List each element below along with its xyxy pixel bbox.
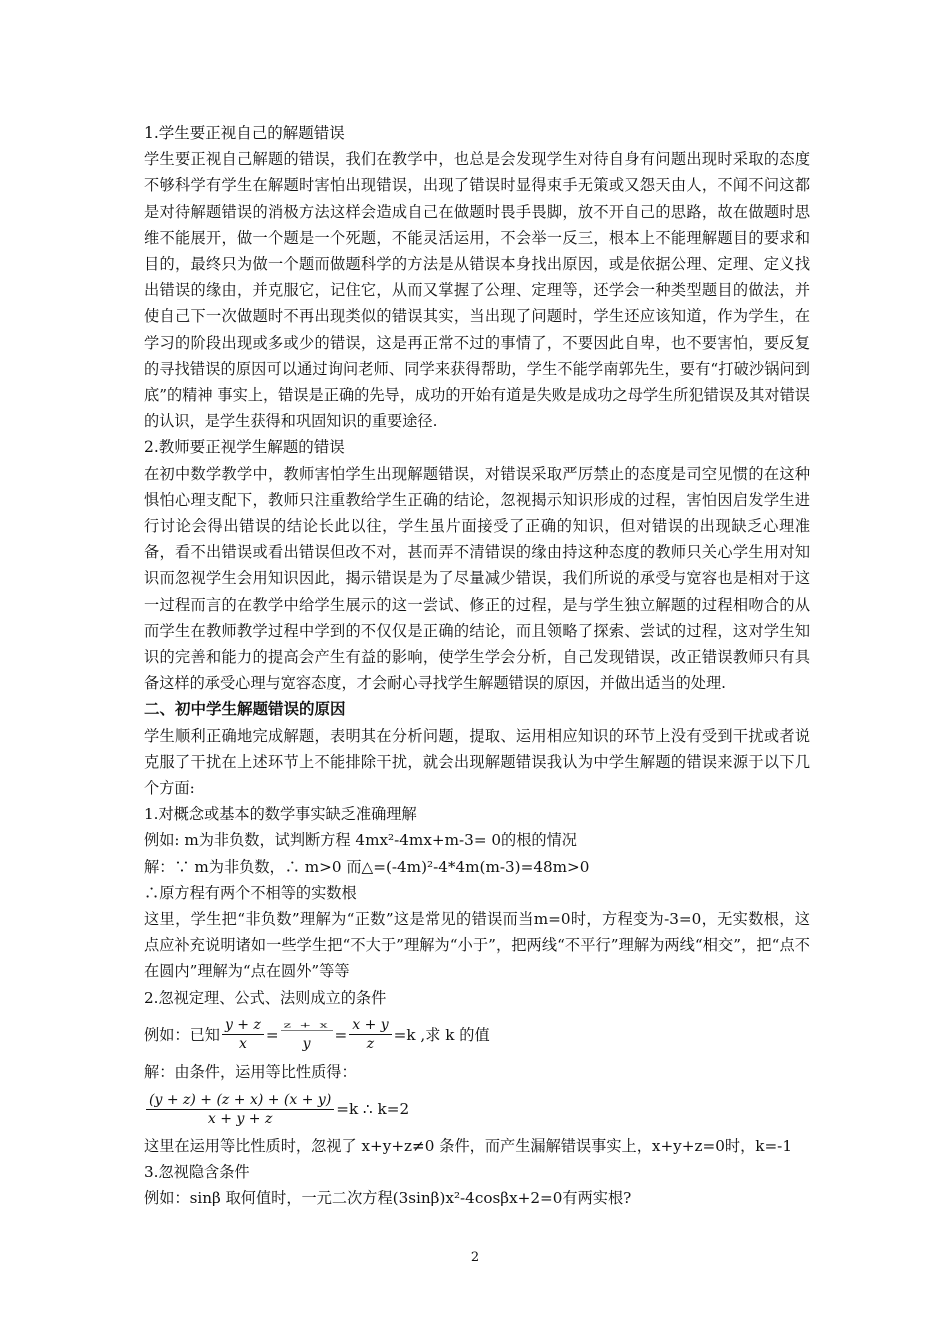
- big-fraction-denominator: x + y + z: [207, 1110, 273, 1127]
- section-paragraph-2: 在初中数学教学中，教师害怕学生出现解题错误，对错误采取严厉禁止的态度是司空见惯的在这种惧怕心理支配下，教师只注重教给学生正确的结论，忽视揭示知识形成的过程，害怕因启发学生进行讨论会得出错误的结论长此以往，学生虽片面接受了正确的知识，但对错误的出现缺乏心理准备，看不出错误或看出错误但改不对，甚而弄不清错误的缘由持这种态度的教师只关心学生用对知识而忽视学生会用知识因此，揭示错误是为了尽量减少错误，我们所说的承受与宽容也是相对于这一过程而言的在教学中给学生展示的这一尝试、修正的过程，是与学生独立解题的过程相吻合的从而学生在教师教学过程中学到的不仅仅是正确的结论，而且领略了探索、尝试的过程，这对学生知识的完善和能力的提高会产生有益的影响，使学生学会分析，自己发现错误，改正错误教师只有具备这样的承受心理与宽容态度，才会耐心寻找学生解题错误的原因，并做出适当的处理.: [144, 464, 810, 693]
- section-heading-1: 1.学生要正视自己的解题错误: [144, 124, 345, 142]
- fraction-2-numerator: z + x: [281, 1021, 333, 1031]
- fraction-1: [222, 1016, 264, 1053]
- item1-conclusion: ∴原方程有两个不相等的实数根: [144, 883, 357, 902]
- item2-example: [144, 1011, 810, 1059]
- big-fraction: [146, 1091, 334, 1128]
- section-heading-2: 2.教师要正视学生解题的错误: [144, 438, 345, 457]
- item1-solution: 解：∵ m为非负数，∴ m>0 而△=(-4m)²-4*4m(m-3)=48m>0: [144, 857, 590, 876]
- solution-suffix: =k ∴ k=2: [336, 1100, 410, 1119]
- equals-sign-2: =: [334, 1025, 348, 1044]
- item1-heading: 1.对概念或基本的数学事实缺乏准确理解: [144, 805, 417, 824]
- example-prefix: 例如：已知: [144, 1026, 220, 1045]
- part-heading: 二、初中学生解题错误的原因: [144, 700, 346, 719]
- fraction-2-denominator: y: [302, 1036, 311, 1053]
- fraction-1-denominator: x: [238, 1036, 247, 1053]
- page-number: 2: [470, 1250, 480, 1265]
- fraction-2: [281, 1016, 333, 1053]
- fraction-3-numerator: x + y: [349, 1016, 391, 1035]
- fraction-3: [349, 1016, 391, 1053]
- item1-comment: 这里，学生把“非负数”理解为“正数”这是常见的错误而当m=0时，方程变为-3=0，无实数根，这点应补充说明诸如一些学生把“不大于”理解为“小于”，把两线“不平行”理解为两线“相交”，把“点不在圆内”理解为“点在圆外”等等: [144, 910, 810, 981]
- document-body: [144, 120, 810, 1212]
- item2-solution-label: 解：由条件，运用等比性质得：: [144, 1062, 357, 1081]
- fraction-1-numerator: y + z: [222, 1016, 264, 1035]
- item2-heading: 2.忽视定理、公式、法则成立的条件: [144, 988, 387, 1007]
- item2-solution: [144, 1085, 810, 1133]
- equals-sign-1: =: [265, 1025, 279, 1044]
- section-paragraph-1: 学生要正视自己解题的错误，我们在教学中，也总是会发现学生对待自身有问题出现时采取的态度不够科学有学生在解题时害怕出现错误，出现了错误时显得束手无策或又怨天由人，不闻不问这都是对待解题错误的消极方法这样会造成自己在做题时畏手畏脚，放不开自己的思路，故在做题时思维不能展开，做一个题是一个死题，不能灵活运用，不会举一反三，根本上不能理解题目的要求和目的，最终只为做一个题而做题科学的方法是从错误本身找出原因，或是依据公理、定理、定义找出错误的缘由，并克服它，记住它，从而又掌握了公理、定理等，还学会一种类型题目的做法，并使自己下一次做题时不再出现类似的错误其实，当出现了问题时，学生还应该知道，作为学生，在学习的阶段出现或多或少的错误，这是再正常不过的事情了，不要因此自卑，也不要害怕，要反复的寻找错误的原因可以通过询问老师、同学来获得帮助，学生不能学南郭先生，要有“打破沙锅问到底”的精神 事实上，错误是正确的先导，成功的开始有道是失败是成功之母学生所犯错误及其对错误的认识，是学生获得和巩固知识的重要途径.: [144, 150, 810, 431]
- item2-comment: 这里在运用等比性质时，忽视了 x+y+z≠0 条件，而产生漏解错误事实上，x+y+z=0时，k=-1: [144, 1137, 792, 1156]
- example-suffix: =k ,求 k 的值: [393, 1026, 490, 1045]
- item1-example: 例如: m为非负数，试判断方程 4mx²-4mx+m-3= 0的根的情况: [144, 831, 577, 850]
- big-fraction-numerator: (y + z) + (z + x) + (x + y): [146, 1091, 334, 1110]
- item3-example: 例如：sinβ 取何值时，一元二次方程(3sinβ)x²-4cosβx+2=0有两实根?: [144, 1189, 632, 1208]
- fraction-3-denominator: z: [366, 1036, 375, 1053]
- item3-heading: 3.忽视隐含条件: [144, 1163, 250, 1182]
- part-intro: 学生顺利正确地完成解题，表明其在分析问题，提取、运用相应知识的环节上没有受到干扰或者说克服了干扰在上述环节上不能排除干扰，就会出现解题错误我认为中学生解题的错误来源于以下几个方面:: [144, 726, 810, 798]
